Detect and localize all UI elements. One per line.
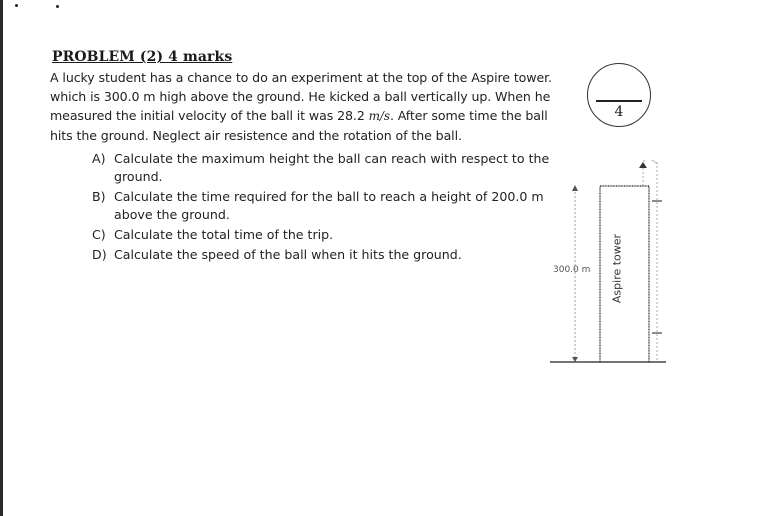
- question-letter: B): [92, 189, 106, 204]
- height-label: 300.0 m: [553, 265, 591, 275]
- scan-dot: [15, 4, 18, 7]
- ball-trajectory-curve: [643, 160, 657, 164]
- score-total: 4: [614, 104, 624, 120]
- statement-text: A lucky student has a chance to do an experiment at the top of the Aspire tower. which is 300.0 m high above the ground. He kicked a ball vertically up. When he measured the initial velocity of the ball it was 28.2: [50, 70, 552, 123]
- tower-label: Aspire tower: [610, 233, 624, 304]
- arrow-up-icon: [639, 162, 647, 168]
- velocity-unit: m/s: [368, 109, 390, 123]
- problem-statement: [50, 68, 560, 145]
- tower-outline: [600, 186, 649, 362]
- page-left-border: [0, 0, 3, 516]
- arrow-down-icon: [572, 357, 578, 362]
- question-c: [92, 226, 552, 244]
- question-list: [92, 150, 552, 266]
- scan-dot: [56, 5, 59, 8]
- statement-text-end: . After some time the ball hits the ground. Neglect air resistence and the rotation of the ball.: [50, 108, 548, 143]
- arrow-up-icon: [572, 185, 578, 191]
- question-letter: A): [92, 151, 106, 166]
- question-text: Calculate the speed of the ball when it hits the ground.: [114, 247, 462, 262]
- question-d: [92, 246, 552, 264]
- question-letter: C): [92, 227, 106, 242]
- score-fraction-line: [596, 100, 642, 102]
- problem-title: PROBLEM (2) 4 marks: [52, 49, 233, 65]
- question-b: [92, 188, 552, 224]
- question-a: [92, 150, 552, 186]
- score-circle: [587, 63, 651, 127]
- question-text: Calculate the time required for the ball to reach a height of 200.0 m above the ground.: [114, 189, 544, 222]
- question-letter: D): [92, 247, 107, 262]
- question-text: Calculate the maximum height the ball can reach with respect to the ground.: [114, 151, 550, 184]
- question-text: Calculate the total time of the trip.: [114, 227, 334, 242]
